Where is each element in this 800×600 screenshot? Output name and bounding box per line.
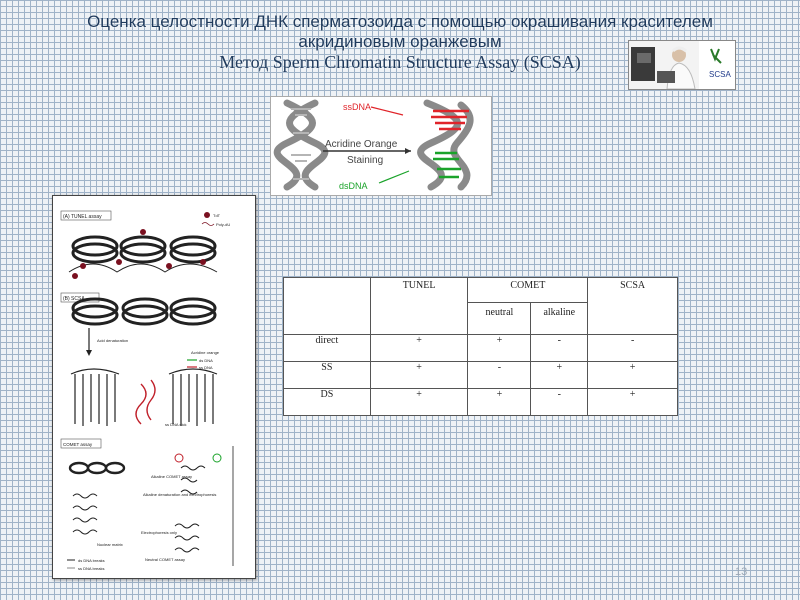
dsdna-label: dsDNA: [339, 181, 368, 191]
electro-only-label: Electrophoresis only: [141, 530, 178, 535]
neutral-comet-label: Neutral COMET assay: [145, 557, 185, 562]
table-row-ss: [284, 362, 678, 389]
cell-neutral: +: [468, 335, 531, 362]
row-label: SS: [284, 362, 371, 389]
row-label: DS: [284, 389, 371, 416]
header-scsa: SCSA: [588, 278, 678, 335]
header-comet: COMET: [468, 278, 588, 303]
acid-denat-label-text: Acid denaturation: [97, 338, 129, 343]
ss-nick-label: ss DNA nick: [165, 422, 187, 427]
ssdna-label: ssDNA: [343, 102, 372, 112]
leg-ss-breaks: ss DNA breaks: [78, 566, 105, 571]
cell-tunel: +: [370, 362, 468, 389]
panel-c-label: COMET assay: [63, 442, 93, 447]
dsdna-arrow: [379, 171, 409, 183]
row-label: direct: [284, 335, 371, 362]
cell-neutral: -: [468, 362, 531, 389]
alk-denat-label: Alkaline denaturation and electrophoresis: [143, 492, 217, 497]
assay-comparison-table: [283, 277, 678, 416]
tunel-toroids: [73, 237, 215, 262]
acridine-orange-diagram: [270, 96, 492, 196]
cell-alkaline: +: [531, 362, 588, 389]
cell-alkaline: -: [531, 389, 588, 416]
table-row-ds: [284, 389, 678, 416]
right-stained-helix: [421, 103, 471, 187]
legend-tdt: TdT: [213, 213, 221, 218]
cell-scsa: -: [588, 335, 678, 362]
table-corner-cell: [284, 278, 371, 335]
scsa-toroids: [73, 299, 215, 324]
title-line-1: Оценка целостности ДНК сперматозоида с помощью окрашивания красителем: [87, 12, 713, 31]
ao-legend-title: Acridine orange: [191, 350, 220, 355]
assay-schematic-figure: [52, 195, 256, 579]
comet-toroids: [70, 463, 124, 473]
legend-polydu: Poly-dU: [216, 222, 231, 227]
cell-neutral: +: [468, 389, 531, 416]
lab-photo: [628, 40, 736, 90]
cell-tunel: +: [370, 335, 468, 362]
cell-scsa: +: [588, 389, 678, 416]
ao-ds-label: ds DNA: [199, 358, 213, 363]
scsa-denatured-loops: [71, 369, 217, 426]
subheader-neutral: neutral: [468, 303, 531, 335]
ssdna-arrow: [371, 107, 403, 115]
panel-a-label: (A) TUNEL assay: [63, 214, 102, 220]
table-row-direct: [284, 335, 678, 362]
leg-ds-breaks: ds DNA breaks: [78, 558, 105, 563]
ao-ss-label: ss DNA: [199, 365, 213, 370]
panel-b-label: (B) SCSA: [63, 296, 85, 302]
nuclear-matrix-label: Nuclear matrix: [97, 542, 123, 547]
title-line-3: Метод Sperm Chromatin Structure Assay (SCSA): [219, 52, 581, 72]
stain-label-1: Acridine Orange: [325, 139, 398, 150]
stain-label-2: Staining: [347, 155, 384, 166]
scsa-logo-text: SCSA: [709, 70, 731, 79]
cell-tunel: +: [370, 389, 468, 416]
title-line-2: акридиновым оранжевым: [298, 32, 502, 51]
slide-number: 13: [735, 566, 748, 578]
cell-scsa: +: [588, 362, 678, 389]
subheader-alkaline: alkaline: [531, 303, 588, 335]
cell-alkaline: -: [531, 335, 588, 362]
alk-comet-label: Alkaline COMET assay: [151, 474, 193, 479]
header-tunel: TUNEL: [370, 278, 468, 335]
